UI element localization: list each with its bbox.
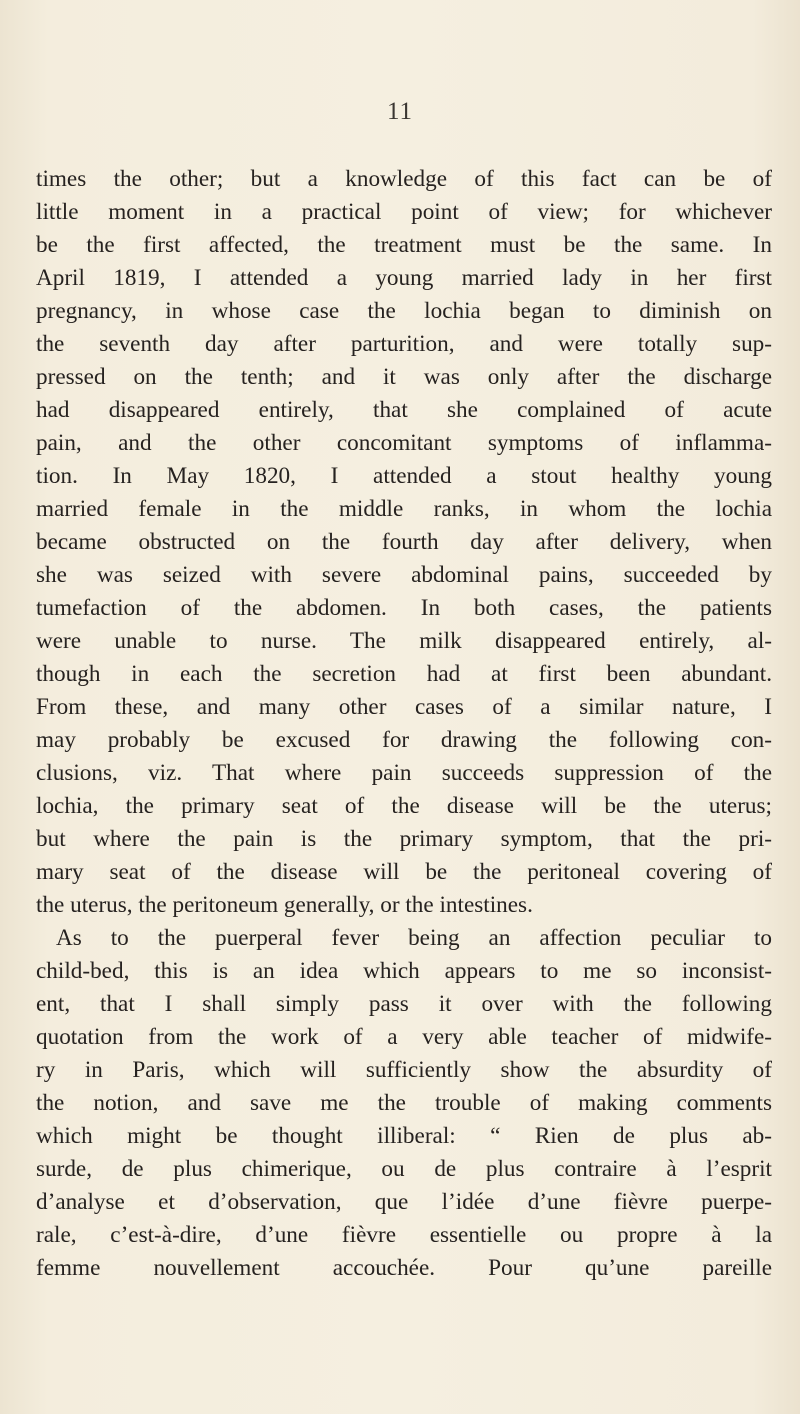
page-number: 11 bbox=[386, 98, 414, 125]
text-line: lochia, the primary seat of the disease will be the uterus; bbox=[36, 793, 772, 819]
text-line: pregnancy, in whose case the lochia began to diminish on bbox=[36, 298, 772, 324]
text-line: ent, that I shall simply pass it over with the following bbox=[36, 991, 772, 1017]
body-text bbox=[36, 163, 772, 1285]
text-line: femme nouvellement accouchée. Pour qu’une pareille bbox=[36, 1255, 772, 1281]
text-line: she was seized with severe abdominal pains, succeeded by bbox=[36, 562, 772, 588]
text-line: quotation from the work of a very able teacher of midwife- bbox=[36, 1024, 772, 1050]
text-line: became obstructed on the fourth day after delivery, when bbox=[36, 529, 772, 555]
text-line: pain, and the other concomitant symptoms of inflamma- bbox=[36, 430, 772, 456]
text-line: married female in the middle ranks, in whom the lochia bbox=[36, 496, 772, 522]
text-line: were unable to nurse. The milk disappeared entirely, al- bbox=[36, 628, 772, 654]
text-line: surde, de plus chimerique, ou de plus contraire à l’esprit bbox=[36, 1156, 772, 1182]
text-line: April 1819, I attended a young married lady in her first bbox=[36, 265, 772, 291]
text-line: times the other; but a knowledge of this fact can be of bbox=[36, 166, 772, 192]
text-line: ry in Paris, which will sufficiently show the absurdity of bbox=[36, 1057, 772, 1083]
text-line: little moment in a practical point of view; for whichever bbox=[36, 199, 772, 225]
text-line: rale, c’est-à-dire, d’une fièvre essentielle ou propre à la bbox=[36, 1222, 772, 1248]
text-line: child-bed, this is an idea which appears to me so inconsist- bbox=[36, 958, 772, 984]
text-line: be the first affected, the treatment must be the same. In bbox=[36, 232, 772, 258]
text-line: mary seat of the disease will be the peritoneal covering of bbox=[36, 859, 772, 885]
text-line: As to the puerperal fever being an affection peculiar to bbox=[56, 925, 772, 951]
text-line: may probably be excused for drawing the following con- bbox=[36, 727, 772, 753]
text-line: the seventh day after parturition, and were totally sup- bbox=[36, 331, 772, 357]
text-line: but where the pain is the primary symptom, that the pri- bbox=[36, 826, 772, 852]
text-line: tumefaction of the abdomen. In both cases, the patients bbox=[36, 595, 772, 621]
text-line: which might be thought illiberal: “ Rien de plus ab- bbox=[36, 1123, 772, 1149]
text-line: pressed on the tenth; and it was only after the discharge bbox=[36, 364, 772, 390]
text-line: tion. In May 1820, I attended a stout healthy young bbox=[36, 463, 772, 489]
text-line: had disappeared entirely, that she complained of acute bbox=[36, 397, 772, 423]
text-line: the uterus, the peritoneum generally, or the intestines. bbox=[36, 892, 533, 918]
text-line: though in each the secretion had at first been abundant. bbox=[36, 661, 772, 687]
text-line: clusions, viz. That where pain succeeds suppression of the bbox=[36, 760, 772, 786]
text-line: d’analyse et d’observation, que l’idée d’une fièvre puerpe- bbox=[36, 1189, 772, 1215]
text-line: From these, and many other cases of a similar nature, I bbox=[36, 694, 772, 720]
text-line: the notion, and save me the trouble of making comments bbox=[36, 1090, 772, 1116]
